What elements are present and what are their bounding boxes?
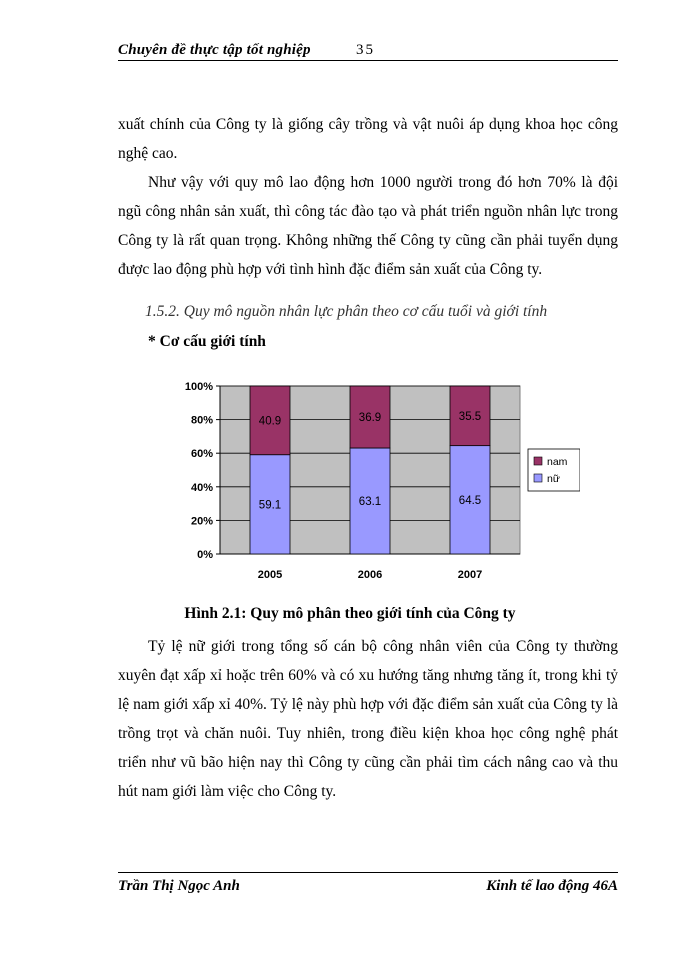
data-label: 40.9: [258, 415, 282, 428]
footer-author: Trần Thị Ngọc Anh: [118, 878, 240, 894]
page-number: 35: [356, 42, 375, 58]
y-tick-label: 20%: [190, 515, 213, 528]
data-label: 36.9: [358, 411, 382, 424]
paragraph-2: Như vậy với quy mô lao động hơn 1000 người trong đó hơn 70% là đội ngũ công nhân sản xuất, thì công tác đào tạo và phát triển nguồn nhân lực trong Công ty là rất quan trọng. Không những thế Công ty cũng cần phải tuyển dụng được lao động phù hợp với tình hình đặc điểm sản xuất của Công ty.: [118, 174, 618, 278]
chart-svg: [160, 372, 580, 592]
data-label: 63.1: [358, 495, 382, 508]
x-tick-label: 2007: [457, 569, 483, 581]
figure-caption: Hình 2.1: Quy mô phân theo giới tính của Công ty: [184, 605, 516, 622]
y-tick-label: 0%: [197, 549, 213, 561]
legend-swatch-nữ: [534, 474, 542, 482]
y-tick-label: 60%: [190, 448, 213, 461]
data-label: 35.5: [458, 410, 482, 423]
paragraph-1: xuất chính của Công ty là giống cây trồng và vật nuôi áp dụng khoa học công nghệ cao.: [118, 116, 618, 162]
legend-label: nam: [547, 456, 568, 468]
sub-heading: * Cơ cấu giới tính: [148, 333, 266, 350]
page-footer: [118, 872, 618, 902]
data-label: 64.5: [458, 494, 482, 507]
section-heading: 1.5.2. Quy mô nguồn nhân lực phân theo cơ cấu tuổi và giới tính: [145, 303, 548, 320]
x-tick-label: 2005: [257, 569, 283, 581]
x-tick-label: 2006: [357, 569, 383, 581]
page-header: [118, 40, 618, 62]
gender-structure-chart: [160, 372, 580, 592]
y-tick-label: 40%: [190, 481, 213, 494]
document-title: Chuyên đề thực tập tốt nghiệp: [118, 42, 311, 58]
footer-class: Kinh tế lao động 46A: [486, 878, 618, 894]
header-divider: [118, 60, 618, 61]
legend-swatch-nam: [534, 457, 542, 465]
legend-label: nữ: [547, 473, 560, 485]
y-tick-label: 100%: [184, 381, 213, 393]
footer-divider: [118, 872, 618, 873]
paragraph-3: Tỷ lệ nữ giới trong tổng số cán bộ công nhân viên của Công ty thường xuyên đạt xấp xỉ hoặc trên 60% và có xu hướng tăng nhưng tăng ít, trong khi tỷ lệ nam giới xấp xỉ 40%. Tỷ lệ này phù hợp với đặc điểm sản xuất của Công ty là trồng trọt và chăn nuôi. Tuy nhiên, trong điều kiện khoa học công nghệ phát triển như vũ bão hiện nay thì Công ty cũng cần phải tìm cách nâng cao và thu hút nam giới làm việc cho Công ty.: [118, 638, 618, 800]
y-tick-label: 80%: [190, 414, 213, 427]
data-label: 59.1: [258, 499, 282, 512]
